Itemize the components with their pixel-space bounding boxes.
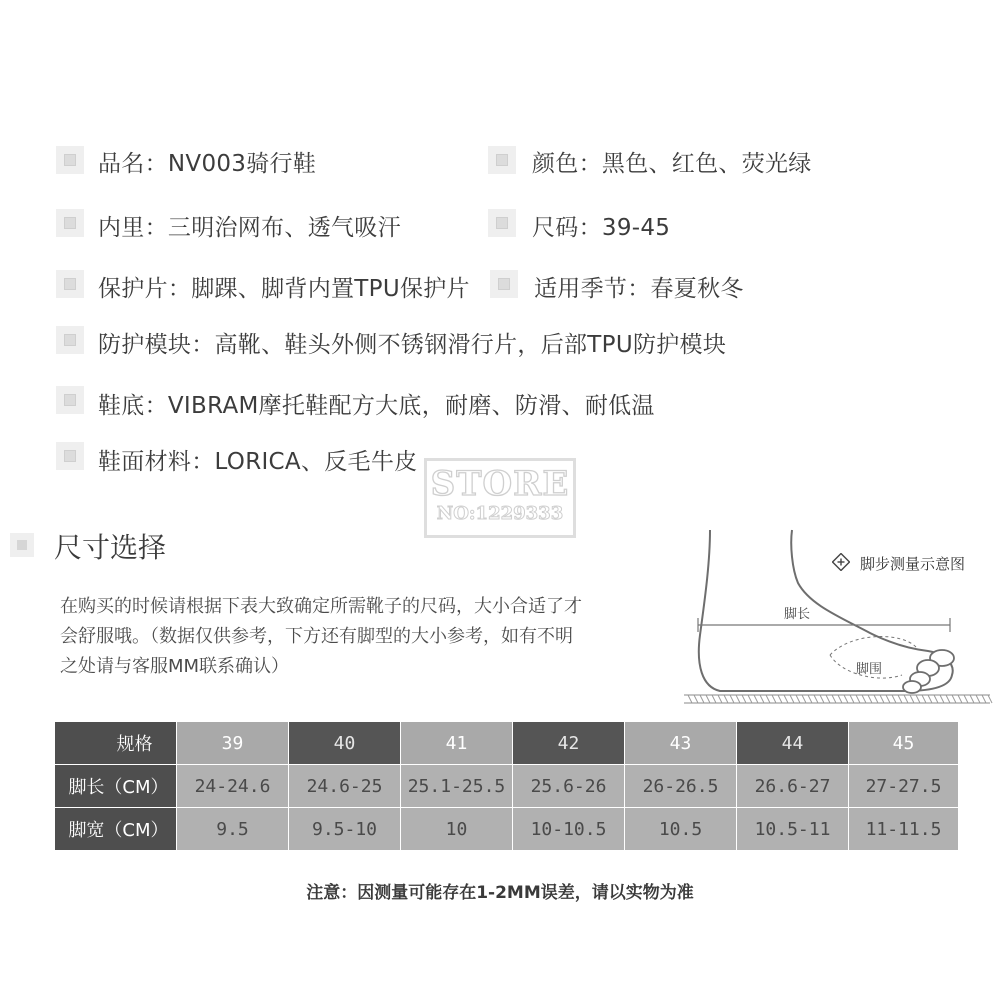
diagram-caption: 脚步测量示意图 <box>860 555 966 573</box>
table-cell: 10 <box>401 808 513 851</box>
spec-lining: 内里：三明治网布、透气吸汗 <box>98 215 401 241</box>
spec-name: 品名：NV003骑行鞋 <box>98 151 317 177</box>
bullet-icon <box>56 209 84 237</box>
table-cell: 27-27.5 <box>849 765 959 808</box>
spec-module: 防护模块：高靴、鞋头外侧不锈钢滑行片，后部TPU防护模块 <box>98 332 727 358</box>
table-cell: 24.6-25 <box>289 765 401 808</box>
size-intro <box>60 592 660 682</box>
measurement-note: 注意：因测量可能存在1-2MM误差，请以实物为准 <box>306 883 694 903</box>
bullet-icon <box>56 386 84 414</box>
bullet-icon <box>488 146 516 174</box>
bullet-icon <box>490 270 518 298</box>
section-title: 尺寸选择 <box>54 531 167 564</box>
size-table <box>54 721 959 851</box>
intro-line: 会舒服哦。（数据仅供参考，下方还有脚型的大小参考，如有不明 <box>60 626 573 647</box>
watermark-number: NO:1229333 <box>436 503 564 524</box>
row-label: 脚长（CM） <box>55 765 177 808</box>
table-header-row <box>55 722 959 765</box>
table-header-cell: 规格 <box>55 722 177 765</box>
intro-line: 在购买的时候请根据下表大致确定所需靴子的尺码，大小合适了才 <box>60 596 582 617</box>
table-cell: 9.5-10 <box>289 808 401 851</box>
table-header-cell: 44 <box>737 722 849 765</box>
table-header-cell: 40 <box>289 722 401 765</box>
table-cell: 10.5 <box>625 808 737 851</box>
spec-upper: 鞋面材料：LORICA、反毛牛皮 <box>98 449 418 475</box>
table-header-cell: 42 <box>513 722 625 765</box>
bullet-icon <box>56 442 84 470</box>
spec-size: 尺码：39-45 <box>532 215 671 241</box>
spec-sole: 鞋底：VIBRAM摩托鞋配方大底，耐磨、防滑、耐低温 <box>98 393 655 419</box>
table-cell: 10-10.5 <box>513 808 625 851</box>
table-row <box>55 765 959 808</box>
watermark-title: STORE <box>430 464 570 504</box>
row-label: 脚宽（CM） <box>55 808 177 851</box>
table-header-cell: 45 <box>849 722 959 765</box>
girth-label: 脚围 <box>856 662 883 677</box>
table-cell: 9.5 <box>177 808 289 851</box>
intro-line: 之处请与客服MM联系确认） <box>60 656 290 677</box>
table-cell: 25.6-26 <box>513 765 625 808</box>
spec-protector: 保护片：脚踝、脚背内置TPU保护片 <box>98 276 470 302</box>
table-cell: 26.6-27 <box>737 765 849 808</box>
store-watermark <box>424 458 576 538</box>
length-label: 脚长 <box>784 607 811 622</box>
table-cell: 26-26.5 <box>625 765 737 808</box>
table-cell: 11-11.5 <box>849 808 959 851</box>
table-cell: 10.5-11 <box>737 808 849 851</box>
table-cell: 25.1-25.5 <box>401 765 513 808</box>
table-row <box>55 808 959 851</box>
bullet-icon <box>56 270 84 298</box>
table-header-cell: 39 <box>177 722 289 765</box>
diamond-plus-icon <box>832 553 850 571</box>
table-header-cell: 43 <box>625 722 737 765</box>
spec-color: 颜色：黑色、红色、荧光绿 <box>532 151 812 177</box>
table-header-cell: 41 <box>401 722 513 765</box>
table-cell: 24-24.6 <box>177 765 289 808</box>
spec-season: 适用季节：春夏秋冬 <box>534 276 744 302</box>
section-bullet-icon <box>10 533 34 557</box>
bullet-icon <box>56 326 84 354</box>
bullet-icon <box>56 146 84 174</box>
bullet-icon <box>488 209 516 237</box>
